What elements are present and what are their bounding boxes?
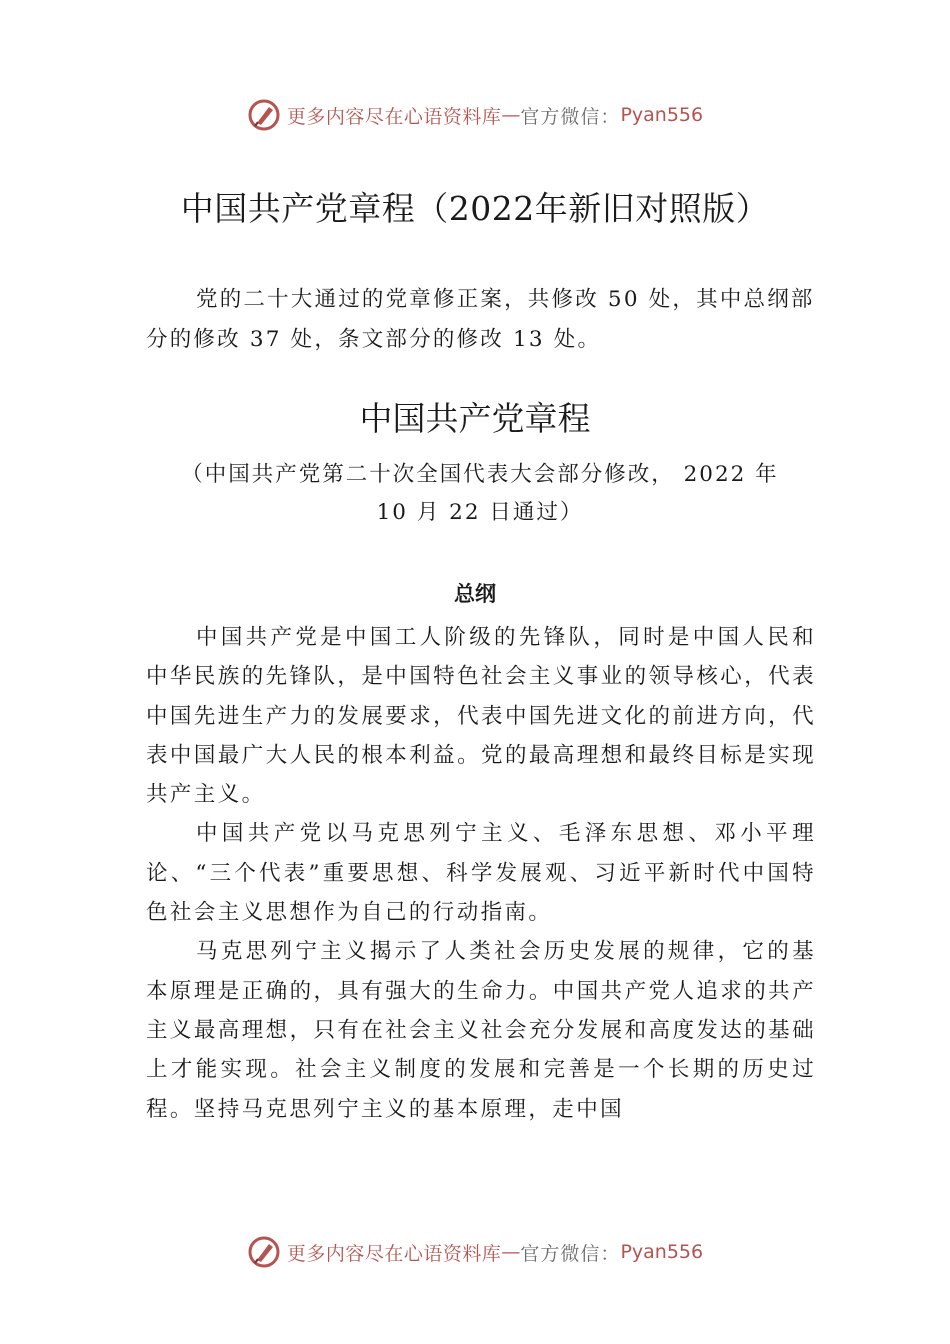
- watermark-text: 更多内容尽在心语资料库: [286, 1242, 502, 1265]
- subtitle-line-1: （中国共产党第二十次全国代表大会部分修改， 2022 年: [181, 462, 779, 487]
- pen-logo-icon: [247, 1235, 281, 1269]
- watermark-text: 更多内容尽在心语资料库: [286, 105, 502, 128]
- subtitle-line-2: 10 月 22 日通过）: [376, 500, 584, 525]
- body-text: [146, 618, 816, 1129]
- watermark-id: Pyan556: [620, 1241, 704, 1263]
- section-heading: 总纲: [454, 582, 496, 606]
- charter-subtitle: [160, 456, 800, 532]
- body-paragraph: 中国共产党以马克思列宁主义、毛泽东思想、邓小平理论、“三个代表”重要思想、科学发展观、习近平新时代中国特色社会主义思想作为自己的行动指南。: [146, 821, 816, 926]
- watermark-separator: —: [501, 104, 521, 126]
- watermark-header: [0, 95, 950, 135]
- intro-paragraph: 党的二十大通过的党章修正案，共修改 50 处，其中总纲部分的修改 37 处，条文部分的修改 13 处。: [146, 287, 815, 352]
- watermark-footer: [0, 1232, 950, 1272]
- watermark-id: Pyan556: [620, 104, 704, 126]
- watermark-label: 官方微信：: [520, 1242, 621, 1265]
- pen-logo-icon: [247, 98, 281, 132]
- body-paragraph: 中国共产党是中国工人阶级的先锋队，同时是中国人民和中华民族的先锋队，是中国特色社会主义事业的领导核心，代表中国先进生产力的发展要求，代表中国先进文化的前进方向，代表中国最广大人民的根本利益。党的最高理想和最终目标是实现共产主义。: [146, 625, 816, 808]
- document-title: 中国共产党章程（2022年新旧对照版）: [180, 189, 770, 228]
- charter-title: 中国共产党章程: [359, 399, 591, 438]
- watermark-label: 官方微信：: [520, 105, 621, 128]
- body-paragraph: 马克思列宁主义揭示了人类社会历史发展的规律，它的基本原理是正确的，具有强大的生命力。中国共产党人追求的共产主义最高理想，只有在社会主义社会充分发展和高度发达的基础上才能实现。社会主义制度的发展和完善是一个长期的历史过程。坚持马克思列宁主义的基本原理，走中国: [146, 939, 816, 1122]
- watermark-separator: —: [501, 1241, 521, 1263]
